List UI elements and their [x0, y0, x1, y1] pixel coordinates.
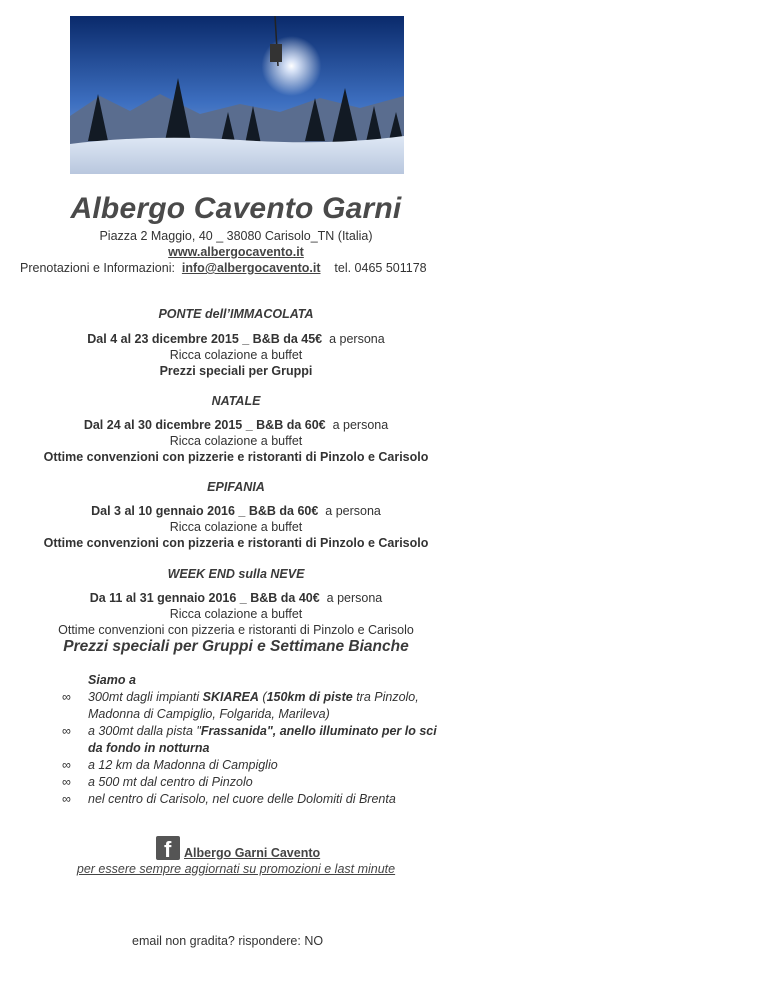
bullet-text: ( [258, 690, 267, 704]
facebook-link[interactable] [184, 846, 320, 860]
list-item [62, 791, 482, 808]
offer-dates [0, 591, 472, 605]
contact-row [0, 261, 472, 275]
offer-per-person: a persona [325, 504, 381, 518]
facebook-tagline: per essere sempre aggiornati su promozioni e last minute [76, 862, 396, 876]
infinity-bullet-icon: ∞ [62, 775, 71, 789]
bullet-text: nel centro di Carisolo, nel cuore delle Dolomiti di Brenta [88, 792, 396, 806]
bullet-text: a 500 mt dal centro di Pinzolo [88, 775, 253, 789]
offer-dates [0, 418, 472, 432]
offer-note: Ottime convenzioni con pizzeria e ristoranti di Pinzolo e Carisolo [43, 536, 429, 550]
list-item [62, 774, 482, 791]
bullet-text: a 300mt dalla pista " [88, 724, 201, 738]
winter-landscape-image [70, 16, 404, 174]
infinity-bullet-icon: ∞ [62, 758, 71, 772]
offer-note: Ottime convenzioni con pizzeria e ristoranti di Pinzolo e Carisolo [58, 623, 414, 637]
contact-label: Prenotazioni e Informazioni: [20, 261, 175, 275]
bullet-text: tra Pinzolo, [352, 690, 419, 704]
offer-dates-text: Dal 3 al 10 gennaio 2016 _ B&B da 60€ [91, 504, 319, 518]
offer-note: Ottime convenzioni con pizzerie e ristoranti di Pinzolo e Carisolo [43, 450, 429, 464]
facebook-page-name[interactable]: Albergo Garni Cavento [184, 846, 321, 860]
offer-breakfast: Ricca colazione a buffet [169, 348, 303, 362]
offer-breakfast: Ricca colazione a buffet [169, 607, 303, 621]
location-intro: Siamo a [88, 673, 136, 687]
website-link[interactable]: www.albergocavento.it [168, 245, 304, 259]
email-link[interactable]: info@albergocavento.it [181, 261, 321, 275]
unsubscribe-note: email non gradita? rispondere: NO [132, 934, 324, 948]
list-item [62, 757, 482, 774]
list-item [62, 689, 482, 723]
offer-breakfast: Ricca colazione a buffet [169, 520, 303, 534]
offer-breakfast: Ricca colazione a buffet [169, 434, 303, 448]
groups-heading: Prezzi speciali per Gruppi e Settimane Bianche [63, 638, 409, 655]
bullet-bold: 150km di piste [266, 690, 353, 704]
infinity-bullet-icon: ∞ [62, 724, 71, 738]
facebook-glyph: f [164, 837, 172, 862]
offer-dates [0, 332, 472, 346]
offer-heading-immacolata: PONTE dell’IMMACOLATA [158, 307, 314, 321]
offer-per-person: a persona [326, 591, 383, 605]
hotel-name: Albergo Cavento Garni [70, 192, 402, 225]
offer-heading-natale: NATALE [211, 394, 261, 408]
offer-heading-epifania: EPIFANIA [207, 480, 265, 494]
offer-note: Prezzi speciali per Gruppi [159, 364, 313, 378]
phone: tel. 0465 501178 [334, 261, 427, 275]
offer-dates-text: Dal 4 al 23 dicembre 2015 _ B&B da 45€ [87, 332, 323, 346]
header-photo [70, 16, 404, 174]
bullet-text: Madonna di Campiglio, Folgarida, Marileva) [88, 707, 330, 721]
offer-per-person: a persona [329, 332, 385, 346]
bullet-bold: da fondo in notturna [88, 741, 210, 755]
offer-dates [0, 504, 472, 518]
bullet-text: a 12 km da Madonna di Campiglio [88, 758, 278, 772]
address: Piazza 2 Maggio, 40 _ 38080 Carisolo_TN (Italia) [99, 229, 373, 243]
offer-heading-weekend: WEEK END sulla NEVE [167, 567, 305, 581]
offer-per-person: a persona [332, 418, 389, 432]
infinity-bullet-icon: ∞ [62, 690, 71, 704]
facebook-icon[interactable] [156, 836, 180, 860]
infinity-bullet-icon: ∞ [62, 792, 71, 806]
location-list [62, 672, 482, 808]
bullet-bold: Frassanida", anello illuminato per lo sci [200, 724, 437, 738]
offer-dates-text: Da 11 al 31 gennaio 2016 _ B&B da 40€ [89, 591, 320, 605]
bullet-bold: SKIAREA [202, 690, 259, 704]
offer-dates-text: Dal 24 al 30 dicembre 2015 _ B&B da 60€ [83, 418, 326, 432]
bullet-text: 300mt dagli impianti [88, 690, 203, 704]
list-item [62, 723, 482, 757]
